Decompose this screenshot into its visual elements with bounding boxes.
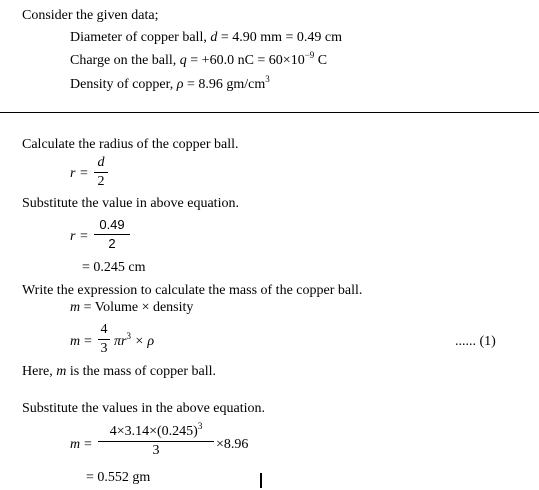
diameter-value: = 4.90 mm = 0.49 cm (220, 30, 343, 45)
fraction-bar (98, 339, 110, 340)
here-text-1: Here, (22, 364, 53, 379)
given-intro: Consider the given data; (22, 8, 159, 23)
numerator-expression: 4×3.14×(0.245) (109, 424, 198, 439)
m-variable: m (70, 300, 81, 315)
fraction-denominator: 2 (97, 174, 105, 189)
fraction-numerator: 4 (100, 322, 108, 337)
mass-intro: Write the expression to calculate the mass of the copper ball. (22, 283, 363, 298)
here-text-2: is the mass of copper ball. (69, 364, 217, 379)
diameter-label: Diameter of copper ball, (70, 30, 207, 45)
equals-sign: = (84, 437, 92, 452)
charge-variable: q (179, 53, 187, 68)
charge-exponent: −9 (304, 50, 315, 60)
mass-volume-line (70, 300, 193, 316)
r-variable: r (70, 229, 76, 244)
cube-exponent: 3 (126, 331, 131, 341)
diameter-variable: d (210, 30, 218, 45)
mass-fraction (98, 421, 214, 459)
pi-r-term: πr (114, 334, 127, 349)
density-variable: ρ (176, 77, 184, 92)
radius-intro: Calculate the radius of the copper ball. (22, 137, 239, 152)
fraction-bar (94, 172, 108, 173)
text-cursor (260, 473, 262, 488)
charge-value: = +60.0 nC = 60×10 (190, 53, 305, 68)
mass-result: = 0.552 gm (86, 470, 151, 485)
charge-line (70, 50, 328, 69)
equals-sign: = (84, 334, 92, 349)
numerator-exponent: 3 (197, 421, 203, 431)
m-variable: m (70, 437, 81, 452)
four-thirds-fraction (98, 322, 110, 357)
times-rho: × ρ (130, 334, 155, 349)
fraction-bar (94, 234, 130, 235)
times-density: ×8.96 (216, 437, 249, 452)
fraction-numerator: 0.49 (99, 217, 125, 232)
substitute-intro-2: Substitute the values in the above equation. (22, 401, 266, 416)
fraction-denominator: 3 (152, 443, 160, 458)
here-variable: m (56, 364, 67, 379)
fraction-denominator: 2 (108, 236, 116, 251)
m-variable: m (70, 334, 81, 349)
charge-unit: C (314, 53, 328, 68)
density-line (70, 74, 270, 93)
density-label: Density of copper, (70, 77, 174, 92)
section-divider (0, 112, 539, 113)
equals-sign: = (80, 166, 88, 181)
fraction-denominator: 3 (100, 341, 108, 356)
fraction-numerator (98, 421, 214, 440)
volume-formula (114, 331, 155, 350)
radius-result: = 0.245 cm (82, 260, 146, 275)
radius-fraction (94, 217, 130, 252)
fraction-bar (98, 441, 214, 442)
here-line (22, 364, 216, 380)
substitute-intro-1: Substitute the value in above equation. (22, 196, 239, 211)
diameter-line (70, 30, 342, 46)
volume-expression: = Volume × density (83, 300, 194, 315)
density-exponent: 3 (265, 74, 270, 84)
equals-sign: = (80, 229, 88, 244)
r-variable: r (70, 166, 76, 181)
d-over-2-fraction (94, 155, 108, 190)
equation-number: ...... (1) (455, 334, 496, 349)
density-value: = 8.96 gm/cm (186, 77, 266, 92)
charge-label: Charge on the ball, (70, 53, 177, 68)
fraction-numerator: d (97, 155, 105, 170)
